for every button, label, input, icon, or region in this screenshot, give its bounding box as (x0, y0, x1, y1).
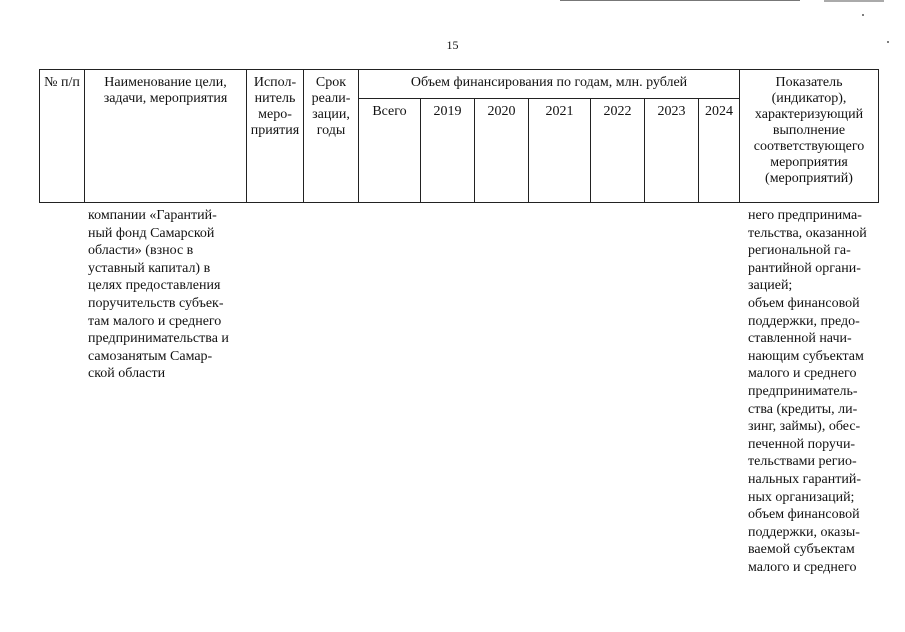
header-year: 2024 (699, 99, 740, 203)
header-indicator: Показатель (индикатор), характеризующий выполнение соответствующего мероприятия (мероприятий) (740, 70, 879, 203)
program-table-header (39, 69, 879, 203)
header-name: Наименование цели, задачи, мероприятия (85, 70, 247, 203)
text-line: ных организаций; (748, 489, 855, 505)
page-number: 15 (446, 38, 459, 52)
text-line: зинг, займы), обес- (748, 419, 861, 435)
text-line: уставный капитал) в (88, 260, 211, 276)
text-line: нающим субъектам (748, 348, 864, 364)
text-line: региональной га- (748, 243, 851, 259)
header-total: Всего (359, 99, 421, 203)
text-line: ставленной начи- (748, 331, 852, 347)
text-line: области» (взнос в (88, 243, 194, 259)
text-line: поддержки, оказы- (748, 524, 860, 540)
text-line: самозанятым Самар- (88, 348, 213, 364)
scan-artifact-line (560, 0, 800, 1)
header-year: 2021 (529, 99, 591, 203)
text-line: компании «Гарантий- (88, 208, 217, 223)
text-line: малого и среднего (748, 366, 857, 382)
header-year: 2022 (591, 99, 645, 203)
text-line: объем финансовой (748, 507, 860, 523)
text-line: поддержки, предо- (748, 313, 860, 329)
text-line: целях предоставления (88, 278, 221, 294)
text-line: ства (кредиты, ли- (748, 401, 858, 417)
indicator-text (748, 207, 884, 576)
scan-artifact-line (824, 0, 884, 2)
header-year: 2019 (421, 99, 475, 203)
text-line: ской области (88, 366, 166, 382)
header-year: 2020 (475, 99, 529, 203)
text-line: тельства, оказанной (748, 225, 867, 241)
header-funding: Объем финансирования по годам, млн. рублей (359, 70, 740, 99)
text-line: зацией; (748, 278, 793, 294)
text-line: него предпринима- (748, 208, 862, 223)
text-line: малого и среднего (748, 559, 857, 575)
text-line: печенной поручи- (748, 436, 856, 452)
scan-speck (862, 14, 864, 16)
header-num: № п/п (40, 70, 85, 203)
text-line: поручительств субъек- (88, 295, 224, 311)
text-line: там малого и среднего (88, 313, 222, 329)
text-line: тельствами регио- (748, 454, 857, 470)
text-line: ный фонд Самарской (88, 225, 215, 241)
header-year: 2023 (645, 99, 699, 203)
text-line: объем финансовой (748, 295, 860, 311)
text-line: ваемой субъектам (748, 542, 855, 558)
text-line: рантийной органи- (748, 260, 861, 276)
header-term: Срок реали-зации, годы (304, 70, 359, 203)
text-line: предприниматель- (748, 383, 858, 399)
header-executor: Испол-нитель меро-приятия (247, 70, 304, 203)
measure-name-text (88, 207, 244, 383)
text-line: нальных гарантий- (748, 471, 862, 487)
text-line: предпринимательства и (88, 331, 229, 347)
